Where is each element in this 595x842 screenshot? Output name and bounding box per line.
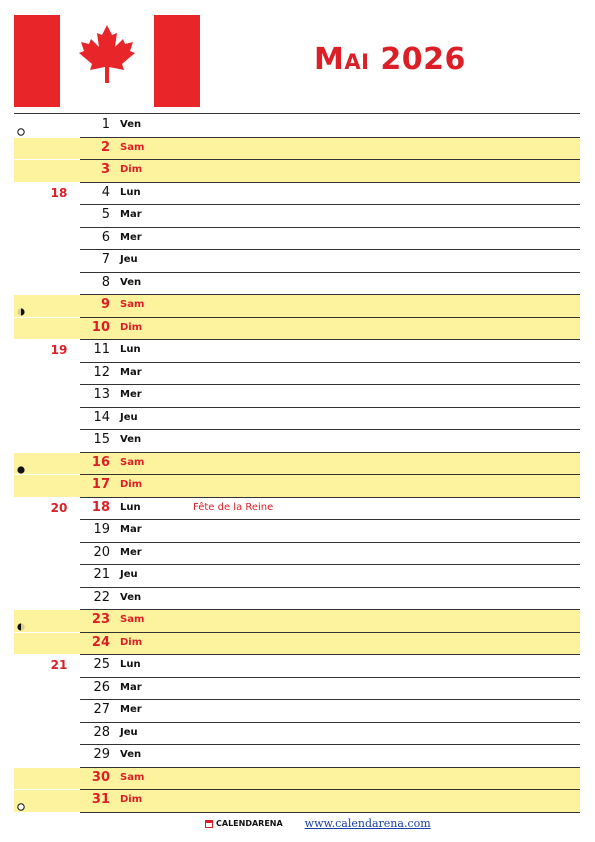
day-row	[0, 543, 595, 565]
new-moon-icon	[17, 459, 25, 467]
day-row	[0, 768, 595, 790]
day-row	[0, 745, 595, 767]
brand-name: CALENDARENA	[216, 819, 283, 828]
day-row	[0, 655, 595, 677]
full-moon-icon	[17, 121, 25, 129]
day-name: Mar	[120, 681, 142, 693]
day-number: 11	[93, 342, 110, 357]
day-name: Lun	[120, 186, 141, 198]
day-name: Dim	[120, 164, 143, 175]
day-number: 4	[101, 184, 110, 200]
day-row	[0, 228, 595, 250]
day-number: 14	[93, 409, 110, 425]
day-number: 20	[93, 544, 110, 560]
day-row	[0, 610, 595, 632]
day-number: 29	[93, 747, 110, 762]
day-name: Mer	[120, 546, 142, 558]
day-number: 21	[93, 567, 110, 582]
day-number: 5	[101, 207, 110, 222]
brand-logo	[205, 819, 283, 828]
day-row	[0, 183, 595, 205]
week-number: 19	[50, 343, 68, 357]
day-row	[0, 430, 595, 452]
day-name: Jeu	[120, 411, 138, 423]
day-name: Mar	[120, 524, 142, 535]
week-number: 21	[50, 658, 68, 672]
flag-center	[60, 15, 154, 107]
day-name: Dim	[120, 479, 143, 490]
day-name: Mar	[120, 366, 142, 378]
day-name: Ven	[120, 749, 142, 760]
day-name: Mer	[120, 231, 142, 243]
day-name: Dim	[120, 794, 143, 805]
day-name: Lun	[120, 501, 141, 513]
day-name: Sam	[120, 141, 145, 153]
day-row	[0, 520, 595, 542]
day-name: Jeu	[120, 569, 138, 580]
day-number: 1	[101, 117, 110, 132]
day-number: 26	[93, 679, 110, 695]
day-name: Mar	[120, 209, 142, 220]
flag-right-bar	[154, 15, 200, 107]
day-name: Lun	[120, 344, 141, 355]
week-number: 18	[50, 185, 68, 200]
day-row	[0, 160, 595, 182]
day-name: Ven	[120, 434, 142, 445]
day-name: Ven	[120, 591, 142, 603]
day-number: 9	[100, 297, 110, 312]
day-name: Ven	[120, 276, 142, 288]
day-row	[0, 453, 595, 475]
day-row	[0, 565, 595, 587]
page-title: Mai 2026	[314, 42, 466, 77]
day-row	[0, 678, 595, 700]
day-name: Dim	[120, 321, 143, 333]
day-row	[0, 363, 595, 385]
day-row	[0, 115, 595, 137]
day-number: 27	[93, 702, 110, 717]
website-link[interactable]: www.calendarena.com	[304, 817, 431, 830]
day-number: 10	[91, 319, 110, 335]
day-number: 13	[93, 387, 110, 402]
maple-leaf-icon	[60, 15, 154, 107]
day-row	[0, 588, 595, 610]
day-row	[0, 475, 595, 497]
calendar-days	[0, 115, 595, 813]
day-name: Mer	[120, 704, 142, 715]
day-name: Sam	[120, 299, 145, 310]
holiday-label: Fête de la Reine	[193, 501, 274, 513]
day-row	[0, 385, 595, 407]
day-number: 22	[93, 589, 110, 605]
day-row	[0, 633, 595, 655]
canada-flag	[14, 15, 200, 107]
day-row	[0, 205, 595, 227]
day-name: Ven	[120, 119, 142, 130]
footer	[205, 817, 431, 830]
day-number: 31	[91, 792, 110, 807]
day-number: 18	[91, 499, 110, 515]
top-divider	[14, 113, 580, 114]
day-number: 7	[101, 252, 110, 267]
day-number: 16	[91, 454, 110, 470]
day-number: 19	[93, 522, 110, 537]
day-row	[0, 700, 595, 722]
day-number: 17	[91, 477, 110, 492]
full-moon-icon	[17, 796, 25, 804]
day-row	[0, 340, 595, 362]
day-row	[0, 273, 595, 295]
day-name: Mer	[120, 389, 142, 400]
day-number: 3	[100, 162, 110, 177]
calendar-icon	[205, 820, 213, 828]
day-name: Jeu	[120, 254, 138, 265]
day-row	[0, 408, 595, 430]
first-quarter-icon	[17, 616, 25, 624]
day-row	[0, 498, 595, 520]
day-number: 28	[93, 724, 110, 740]
row-divider	[80, 812, 580, 813]
day-name: Dim	[120, 636, 143, 648]
day-number: 8	[101, 274, 110, 290]
day-number: 12	[93, 364, 110, 380]
day-number: 2	[100, 139, 110, 155]
day-name: Lun	[120, 659, 141, 670]
day-number: 25	[93, 657, 110, 672]
day-row	[0, 318, 595, 340]
day-name: Sam	[120, 614, 145, 625]
day-row	[0, 250, 595, 272]
day-row	[0, 723, 595, 745]
day-number: 23	[91, 612, 110, 627]
week-number: 20	[50, 500, 68, 515]
day-row	[0, 790, 595, 812]
day-row	[0, 295, 595, 317]
day-name: Sam	[120, 456, 145, 468]
day-number: 15	[93, 432, 110, 447]
flag-left-bar	[14, 15, 60, 107]
day-name: Sam	[120, 771, 145, 783]
day-number: 30	[91, 769, 110, 785]
last-quarter-icon	[17, 301, 25, 309]
day-number: 24	[91, 634, 110, 650]
day-number: 6	[101, 229, 110, 245]
day-name: Jeu	[120, 726, 138, 738]
day-row	[0, 138, 595, 160]
